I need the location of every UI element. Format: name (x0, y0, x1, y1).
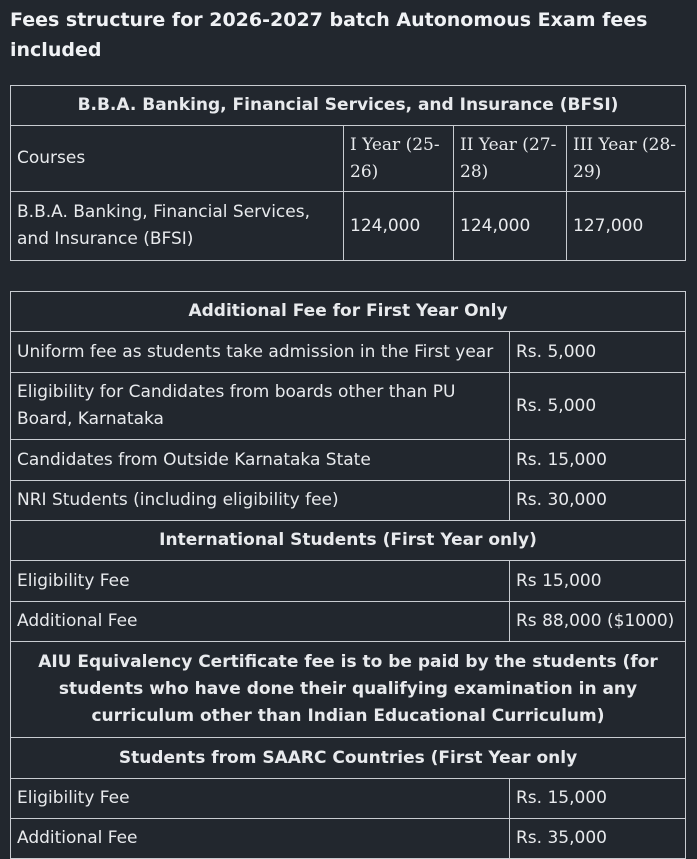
column-header-year-2: II Year (27-28) (454, 126, 567, 192)
table-row (11, 440, 686, 481)
fee-value-cell: Rs 88,000 ($1000) (510, 602, 686, 642)
fee-label-cell: Eligibility Fee (11, 779, 510, 819)
fee-value-cell: Rs. 15,000 (510, 779, 686, 819)
fee-value-cell: Rs. 35,000 (510, 819, 686, 859)
saarc-students-heading: Students from SAARC Countries (First Year only (11, 738, 686, 779)
fee-label-cell: Additional Fee (11, 602, 510, 642)
fee-year-1-cell: 124,000 (344, 192, 454, 261)
fee-value-cell: Rs. 15,000 (510, 440, 686, 481)
table-row (11, 373, 686, 440)
aiu-equivalency-note: AIU Equivalency Certificate fee is to be paid by the students (for students who have done their qualifying examination in any curriculum other than Indian Educational Curriculum) (11, 642, 686, 738)
column-header-year-1: I Year (25-26) (344, 126, 454, 192)
column-header-year-3: III Year (28-29) (567, 126, 686, 192)
additional-fee-table (10, 291, 686, 859)
fee-label-cell: Uniform fee as students take admission in the First year (11, 332, 510, 373)
course-fee-table (10, 85, 686, 261)
fee-year-2-cell: 124,000 (454, 192, 567, 261)
table-row (11, 561, 686, 602)
course-table-heading: B.B.A. Banking, Financial Services, and Insurance (BFSI) (11, 86, 686, 126)
fee-year-3-cell: 127,000 (567, 192, 686, 261)
fee-label-cell: Eligibility Fee (11, 561, 510, 602)
fee-value-cell: Rs. 30,000 (510, 481, 686, 521)
course-name-cell: B.B.A. Banking, Financial Services, and Insurance (BFSI) (11, 192, 344, 261)
table-row (11, 602, 686, 642)
table-row (11, 819, 686, 859)
additional-fee-heading: Additional Fee for First Year Only (11, 292, 686, 332)
fee-label-cell: Candidates from Outside Karnataka State (11, 440, 510, 481)
fee-label-cell: NRI Students (including eligibility fee) (11, 481, 510, 521)
fee-label-cell: Eligibility for Candidates from boards other than PU Board, Karnataka (11, 373, 510, 440)
international-students-heading: International Students (First Year only) (11, 521, 686, 561)
fee-label-cell: Additional Fee (11, 819, 510, 859)
fee-value-cell: Rs 15,000 (510, 561, 686, 602)
fee-value-cell: Rs. 5,000 (510, 373, 686, 440)
fee-value-cell: Rs. 5,000 (510, 332, 686, 373)
table-row (11, 481, 686, 521)
table-row (11, 779, 686, 819)
table-row (11, 332, 686, 373)
page-title: Fees structure for 2026-2027 batch Autonomous Exam fees included (10, 9, 648, 61)
column-header-courses: Courses (11, 126, 344, 192)
